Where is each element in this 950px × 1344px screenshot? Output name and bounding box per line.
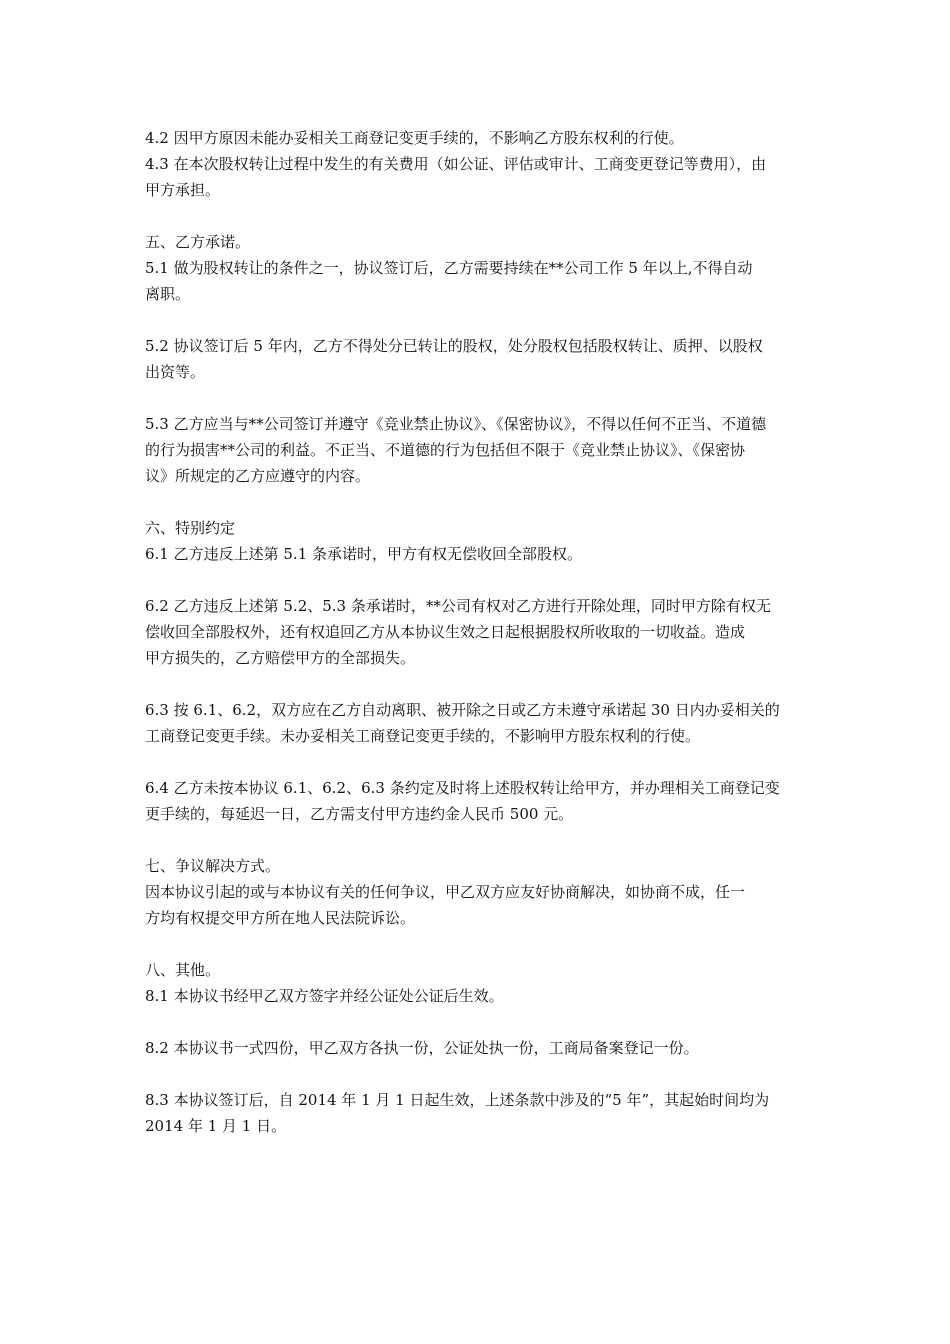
text-line: 5.2 协议签订后 5 年内，乙方不得处分已转让的股权，处分股权包括股权转让、质押、以股权 — [145, 337, 763, 355]
text-line: 方均有权提交甲方所在地人民法院诉讼。 — [145, 909, 416, 927]
text-line: 6.1 乙方违反上述第 5.1 条承诺时，甲方有权无偿收回全部股权。 — [145, 545, 583, 563]
text-line: 离职。 — [145, 285, 191, 303]
text-line: 五、乙方承诺。 — [145, 233, 251, 251]
paragraph-gap — [145, 931, 810, 957]
text-line: 因本协议引起的或与本协议有关的任何争议，甲乙双方应友好协商解决，如协商不成，任一 — [145, 883, 746, 901]
text-line: 六、特别约定 — [145, 519, 236, 537]
text-line: 4.3 在本次股权转让过程中发生的有关费用（如公证、评估或审计、工商变更登记等费用），由 — [145, 155, 767, 173]
text-line: 出资等。 — [145, 363, 206, 381]
paragraph-gap — [145, 203, 810, 229]
paragraph-gap — [145, 749, 810, 775]
text-line: 议》所规定的乙方应遵守的内容。 — [145, 467, 371, 485]
text-line: 的行为损害**公司的利益。不正当、不道德的行为包括但不限于《竞业禁止协议》、《保密协 — [145, 441, 746, 459]
text-line: 甲方承担。 — [145, 181, 221, 199]
text-line: 八、其他。 — [145, 961, 221, 979]
paragraph-gap — [145, 671, 810, 697]
paragraph — [145, 1087, 810, 1139]
text-line: 8.3 本协议签订后，自 2014 年 1 月 1 日起生效，上述条款中涉及的“5 年”，其起始时间均为 — [145, 1091, 770, 1109]
text-line: 工商登记变更手续。未办妥相关工商登记变更手续的，不影响甲方股东权利的行使。 — [145, 727, 701, 745]
document-page — [145, 125, 810, 1139]
paragraph-gap — [145, 827, 810, 853]
text-line: 6.2 乙方违反上述第 5.2、5.3 条承诺时，**公司有权对乙方进行开除处理，同时甲方除有权无 — [145, 597, 771, 615]
text-line: 偿收回全部股权外，还有权追回乙方从本协议生效之日起根据股权所收取的一切收益。造成 — [145, 623, 746, 641]
paragraph-gap — [145, 1061, 810, 1087]
paragraph — [145, 593, 810, 671]
paragraph — [145, 879, 810, 931]
text-line: 2014 年 1 月 1 日。 — [145, 1117, 287, 1135]
paragraph-gap — [145, 489, 810, 515]
paragraph — [145, 515, 810, 541]
paragraph — [145, 775, 810, 827]
paragraph — [145, 411, 810, 489]
paragraph — [145, 697, 810, 749]
paragraph — [145, 983, 810, 1009]
text-line: 更手续的，每延迟一日，乙方需支付甲方违约金人民币 500 元。 — [145, 805, 574, 823]
paragraph — [145, 853, 810, 879]
paragraph — [145, 151, 810, 203]
paragraph — [145, 333, 810, 385]
paragraph-gap — [145, 307, 810, 333]
text-line: 4.2 因甲方原因未能办妥相关工商登记变更手续的，不影响乙方股东权利的行使。 — [145, 129, 684, 147]
text-line: 8.1 本协议书经甲乙双方签字并经公证处公证后生效。 — [145, 987, 504, 1005]
paragraph — [145, 957, 810, 983]
paragraph — [145, 229, 810, 255]
text-line: 6.3 按 6.1、6.2，双方应在乙方自动离职、被开除之日或乙方未遵守承诺起 30 日内办妥相关的 — [145, 701, 780, 719]
text-line: 甲方损失的，乙方赔偿甲方的全部损失。 — [145, 649, 416, 667]
paragraph-gap — [145, 567, 810, 593]
text-line: 8.2 本协议书一式四份，甲乙双方各执一份，公证处执一份，工商局备案登记一份。 — [145, 1039, 699, 1057]
text-line: 七、争议解决方式。 — [145, 857, 281, 875]
paragraph — [145, 125, 810, 151]
text-line: 6.4 乙方未按本协议 6.1、6.2、6.3 条约定及时将上述股权转让给甲方，并办理相关工商登记变 — [145, 779, 780, 797]
text-line: 5.3 乙方应当与**公司签订并遵守《竞业禁止协议》、《保密协议》，不得以任何不正当、不道德 — [145, 415, 767, 433]
paragraph — [145, 541, 810, 567]
paragraph-gap — [145, 1009, 810, 1035]
paragraph-gap — [145, 385, 810, 411]
paragraph — [145, 255, 810, 307]
text-line: 5.1 做为股权转让的条件之一，协议签订后，乙方需要持续在**公司工作 5 年以上,不得自动 — [145, 259, 753, 277]
paragraph — [145, 1035, 810, 1061]
